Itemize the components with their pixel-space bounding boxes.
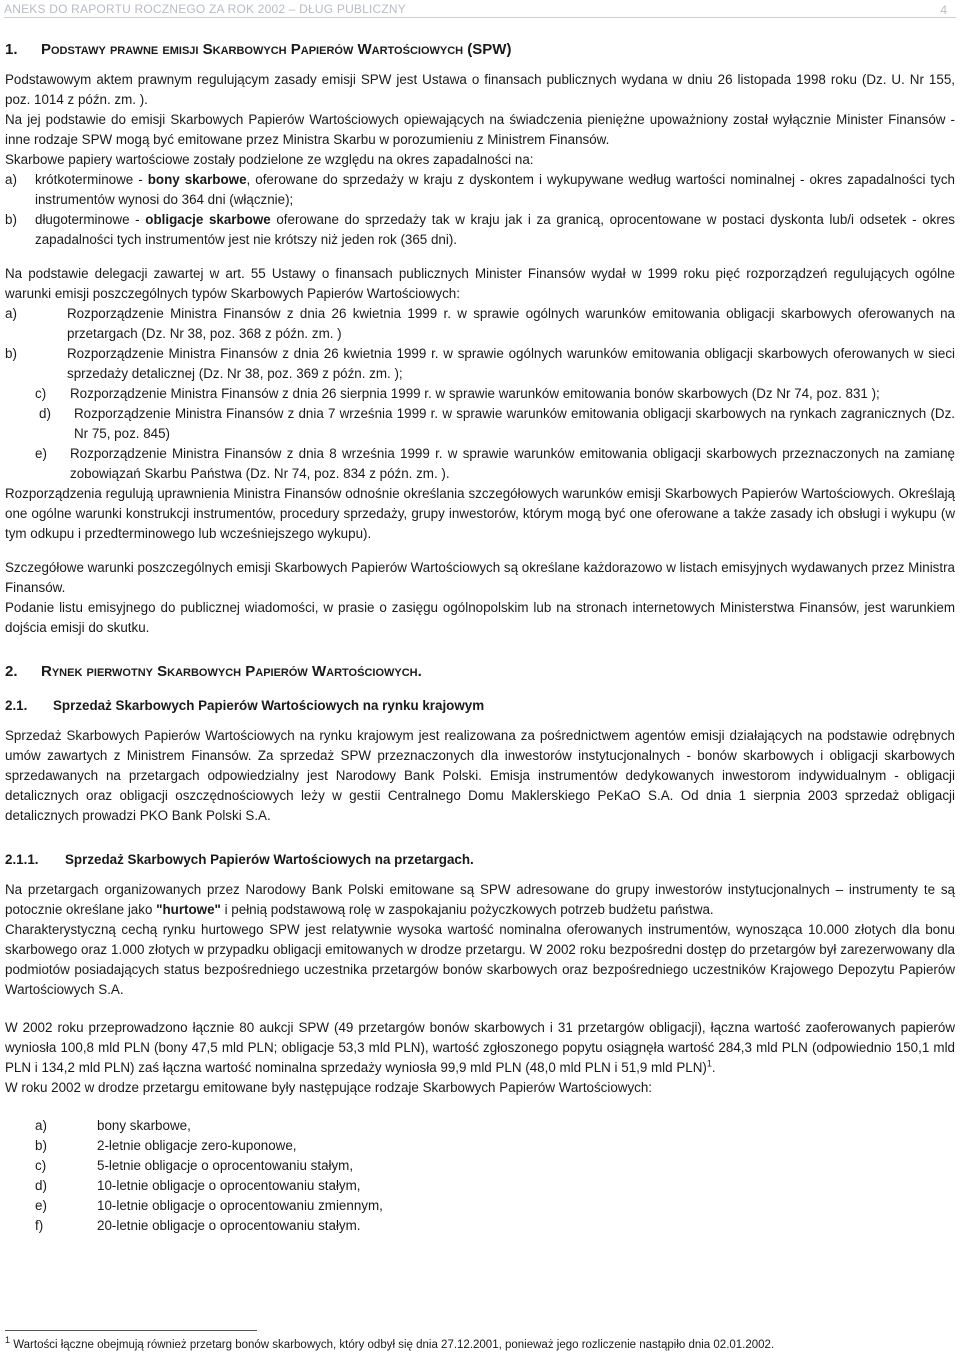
subsection-2-1-1-heading <box>5 850 955 870</box>
list-text: Rozporządzenie Ministra Finansów z dnia 26 kwietnia 1999 r. w sprawie ogólnych warunków emitowania obligacji skarbowych oferowanych na przetargach (Dz. Nr 38, poz. 368 z późn. zm. ) <box>67 306 955 341</box>
subsection-2-1-heading <box>5 696 955 716</box>
footnote-separator <box>5 1330 257 1331</box>
text-post: i pełnią podstawową rolę w zaspokajaniu pożyczkowych potrzeb budżetu państwa. <box>220 902 714 917</box>
paragraph-regulations-scope: Rozporządzenia regulują uprawnienia Ministra Finansów odnośnie określania szczegółowych warunków emisji Skarbowych Papierów Wartościowych. Określają one ogólne warunki konstrukcji instrumentów, procedury sprzedaży, grupy inwestorów, którym mogą być one oferowane a także zasady ich obsługi i wykupu (w tym odkupu i przedterminowego lub wcześniejszego wykupu). <box>5 486 955 541</box>
issued-type-item <box>5 1136 955 1156</box>
paragraph-publication: Podanie listu emisyjnego do publicznej wiadomości, w prasie o zasięgu ogólnopolskim lub na stronach internetowych Ministerstwa Finansów, jest warunkiem dojścia emisji do skutku. <box>5 600 955 635</box>
regulation-item <box>5 304 955 344</box>
issued-type-item <box>5 1116 955 1136</box>
term-treasury-bills: bony skarbowe <box>147 172 247 187</box>
text-end: . <box>711 1060 716 1075</box>
page-number: 4 <box>940 3 947 17</box>
list-label: b) <box>5 212 17 227</box>
section-1-title: Podstawy prawne emisji Skarbowych Papierów Wartościowych (SPW) <box>41 41 512 58</box>
list-text: Rozporządzenie Ministra Finansów z dnia 26 kwietnia 1999 r. w sprawie ogólnych warunków emitowania obligacji skarbowych oferowanych w sieci sprzedaży detalicznej (Dz. Nr 38, poz. 369 z późn. zm. ); <box>67 346 955 381</box>
list-label: a) <box>5 172 17 187</box>
issued-type-item <box>5 1176 955 1196</box>
section-2-number: 2. <box>5 663 18 680</box>
subsection-2-1-1-title: Sprzedaż Skarbowych Papierów Wartościowych na przetargach. <box>65 852 474 867</box>
paragraph-auctions-intro <box>5 880 955 920</box>
term-treasury-bonds: obligacje skarbowe <box>145 212 271 227</box>
list-label: e) <box>35 446 47 461</box>
section-2-title: Rynek pierwotny Skarbowych Papierów Wartościowych. <box>41 663 422 680</box>
paragraph-domestic-sales: Sprzedaż Skarbowych Papierów Wartościowych na rynku krajowym jest realizowana za pośrednictwem agentów emisji działających na podstawie odrębnych umów zawartych z Ministrem Finansów. Za sprzedaż SPW przeznaczonych dla inwestorów instytucjonalnych - bonów skarbowych i obligacji skarbowych sprzedawanych na przetargach odpowiedzialny jest Narodowy Bank Polski. Emisja instrumentów dedykowanych inwestorom indywidualnym - obligacji detalicznych oraz obligacji oszczędnościowych leży w gestii Centralnego Domu Maklerskiego PeKaO S.A. Od dnia 1 sierpnia 2003 sprzedaż obligacji detalicznych prowadzi PKO Bank Polski S.A. <box>5 728 955 823</box>
footnote <box>5 1335 775 1352</box>
footnote-text: Wartości łączne obejmują również przetarg bonów skarbowych, który odbył się dnia 27.12.2001, ponieważ jego rozliczenie nastąpiło dnia 02.01.2002. <box>13 1339 775 1351</box>
regulation-item <box>5 444 955 484</box>
list-text-pre: długoterminowe - <box>35 212 146 227</box>
header-rule <box>4 17 956 18</box>
paragraph-auction-results <box>5 1018 955 1078</box>
issued-type-item <box>5 1156 955 1176</box>
list-label: c) <box>35 1158 47 1173</box>
footnote-number: 1 <box>5 1335 11 1346</box>
list-text <box>35 170 955 210</box>
paragraph-minister-authority: Na jej podstawie do emisji Skarbowych Papierów Wartościowych opiewających na świadczenia pieniężne upoważniony został wyłącznie Minister Finansów - inne rodzaje SPW mogą być emitowane przez Ministra Skarbu w porozumieniu z Ministrem Finansów. <box>5 112 955 147</box>
footnote-reference[interactable]: 1 <box>706 1058 712 1069</box>
subsection-2-1-title: Sprzedaż Skarbowych Papierów Wartościowych na rynku krajowym <box>53 698 485 713</box>
list-text: Rozporządzenie Ministra Finansów z dnia 8 września 1999 r. w sprawie warunków emitowania obligacji skarbowych przeznaczonych na zamianę zobowiązań Skarbu Państwa (Dz. Nr 74, poz. 834 z późn. zm. ). <box>70 446 955 481</box>
list-text-post: oferowane do sprzedaży tak w kraju jak i za granicą, oprocentowane w postaci dyskonta lub/i odsetek - okres zapadalności tych instrumentów jest nie krótszy niż jeden rok (365 dni). <box>35 212 955 247</box>
list-label: d) <box>39 406 51 421</box>
section-1-heading <box>5 40 955 60</box>
list-text: 5-letnie obligacje o oprocentowaniu stałym, <box>97 1158 354 1173</box>
maturity-item-long-term <box>5 210 955 250</box>
text-main: W 2002 roku przeprowadzono łącznie 80 aukcji SPW (49 przetargów bonów skarbowych i 31 przetargów obligacji), łączna wartość zaoferowanych papierów wyniosła 100,8 mld PLN (bony 47,5 mld PLN; obligacje 53,3 mld PLN), wartość zgłoszonego popytu osiągnęła wartość 284,3 mld PLN (odpowiednio 150,1 mld PLN i 134,2 mld PLN) zaś łączna wartość nominalna sprzedaży wyniosła 99,9 mld PLN (48,0 mld PLN i 51,9 mld PLN) <box>5 1020 955 1075</box>
list-text-pre: krótkoterminowe - <box>35 172 148 187</box>
term-wholesale: "hurtowe" <box>156 902 221 917</box>
list-label: a) <box>5 306 17 321</box>
list-label: f) <box>35 1218 44 1233</box>
paragraph-regulations-intro: Na podstawie delegacji zawartej w art. 55 Ustawy o finansach publicznych Minister Finansów wydał w 1999 roku pięć rozporządzeń regulujących ogólne warunki emisji poszczególnych typów Skarbowych Papierów Wartościowych: <box>5 266 955 301</box>
issued-type-item <box>5 1216 955 1236</box>
list-text <box>35 210 955 250</box>
section-1-number: 1. <box>5 41 18 58</box>
list-label: e) <box>35 1198 47 1213</box>
maturity-item-short-term <box>5 170 955 210</box>
running-header <box>0 0 960 22</box>
section-2-heading <box>5 662 955 682</box>
paragraph-issued-types-intro: W roku 2002 w drodze przetargu emitowane były następujące rodzaje Skarbowych Papierów Wartościowych: <box>5 1080 653 1095</box>
paragraph-issue-letters: Szczegółowe warunki poszczególnych emisji Skarbowych Papierów Wartościowych są określane każdorazowo w listach emisyjnych wydawanych przez Ministra Finansów. <box>5 560 955 595</box>
regulation-item <box>5 404 955 444</box>
running-header-title: ANEKS DO RAPORTU ROCZNEGO ZA ROK 2002 – DŁUG PUBLICZNY <box>4 2 407 16</box>
paragraph-wholesale-market: Charakterystyczną cechą rynku hurtowego SPW jest relatywnie wysoka wartość nominalna oferowanych instrumentów, wynosząca 10.000 złotych dla bonu skarbowego oraz 1.000 złotych w przypadku obligacji emitowanych w drodze przetargu. W 2002 roku bezpośredni dostęp do przetargów był zarezerwowany dla podmiotów posiadających status bezpośredniego uczestnika przetargów bonów skarbowych oraz bezpośredniego uczestników Krajowego Depozytu Papierów Wartościowych S.A. <box>5 922 955 997</box>
list-label: c) <box>35 386 47 401</box>
list-label: b) <box>5 346 17 361</box>
list-label: a) <box>35 1118 47 1133</box>
paragraph-legal-basis: Podstawowym aktem prawnym regulującym zasady emisji SPW jest Ustawa o finansach publicznych wydana w dniu 26 listopada 1998 roku (Dz. U. Nr 155, poz. 1014 z późn. zm. ). <box>5 72 955 107</box>
list-label: d) <box>35 1178 47 1193</box>
list-label: b) <box>35 1138 47 1153</box>
list-text: bony skarbowe, <box>97 1118 191 1133</box>
subsection-2-1-1-number: 2.1.1. <box>5 852 39 867</box>
list-text: 10-letnie obligacje o oprocentowaniu zmiennym, <box>97 1198 383 1213</box>
regulation-item <box>5 344 955 384</box>
text-pre: Na przetargach organizowanych przez Narodowy Bank Polski emitowane są SPW adresowane do grupy inwestorów instytucjonalnych – instrumenty te są potocznie określane jako <box>5 882 955 917</box>
paragraph-maturity-intro: Skarbowe papiery wartościowe zostały podzielone ze względu na okres zapadalności na: <box>5 152 534 167</box>
list-text: Rozporządzenie Ministra Finansów z dnia 7 września 1999 r. w sprawie warunków emitowania obligacji skarbowych na rynkach zagranicznych (Dz. Nr 75, poz. 845) <box>74 406 955 441</box>
list-text: 2-letnie obligacje zero-kuponowe, <box>97 1138 297 1153</box>
document-body <box>5 40 955 1236</box>
list-text: 20-letnie obligacje o oprocentowaniu stałym. <box>97 1218 361 1233</box>
list-text: Rozporządzenie Ministra Finansów z dnia 26 sierpnia 1999 r. w sprawie warunków emitowania bonów skarbowych (Dz Nr 74, poz. 831 ); <box>70 386 880 401</box>
issued-type-item <box>5 1196 955 1216</box>
list-text: 10-letnie obligacje o oprocentowaniu stałym, <box>97 1178 361 1193</box>
list-text-post: , oferowane do sprzedaży w kraju z dyskontem i wykupywane według wartości nominalnej - okres zapadalności tych instrumentów wynosi do 364 dni (włącznie); <box>35 172 955 207</box>
regulation-item <box>5 384 955 404</box>
subsection-2-1-number: 2.1. <box>5 698 28 713</box>
